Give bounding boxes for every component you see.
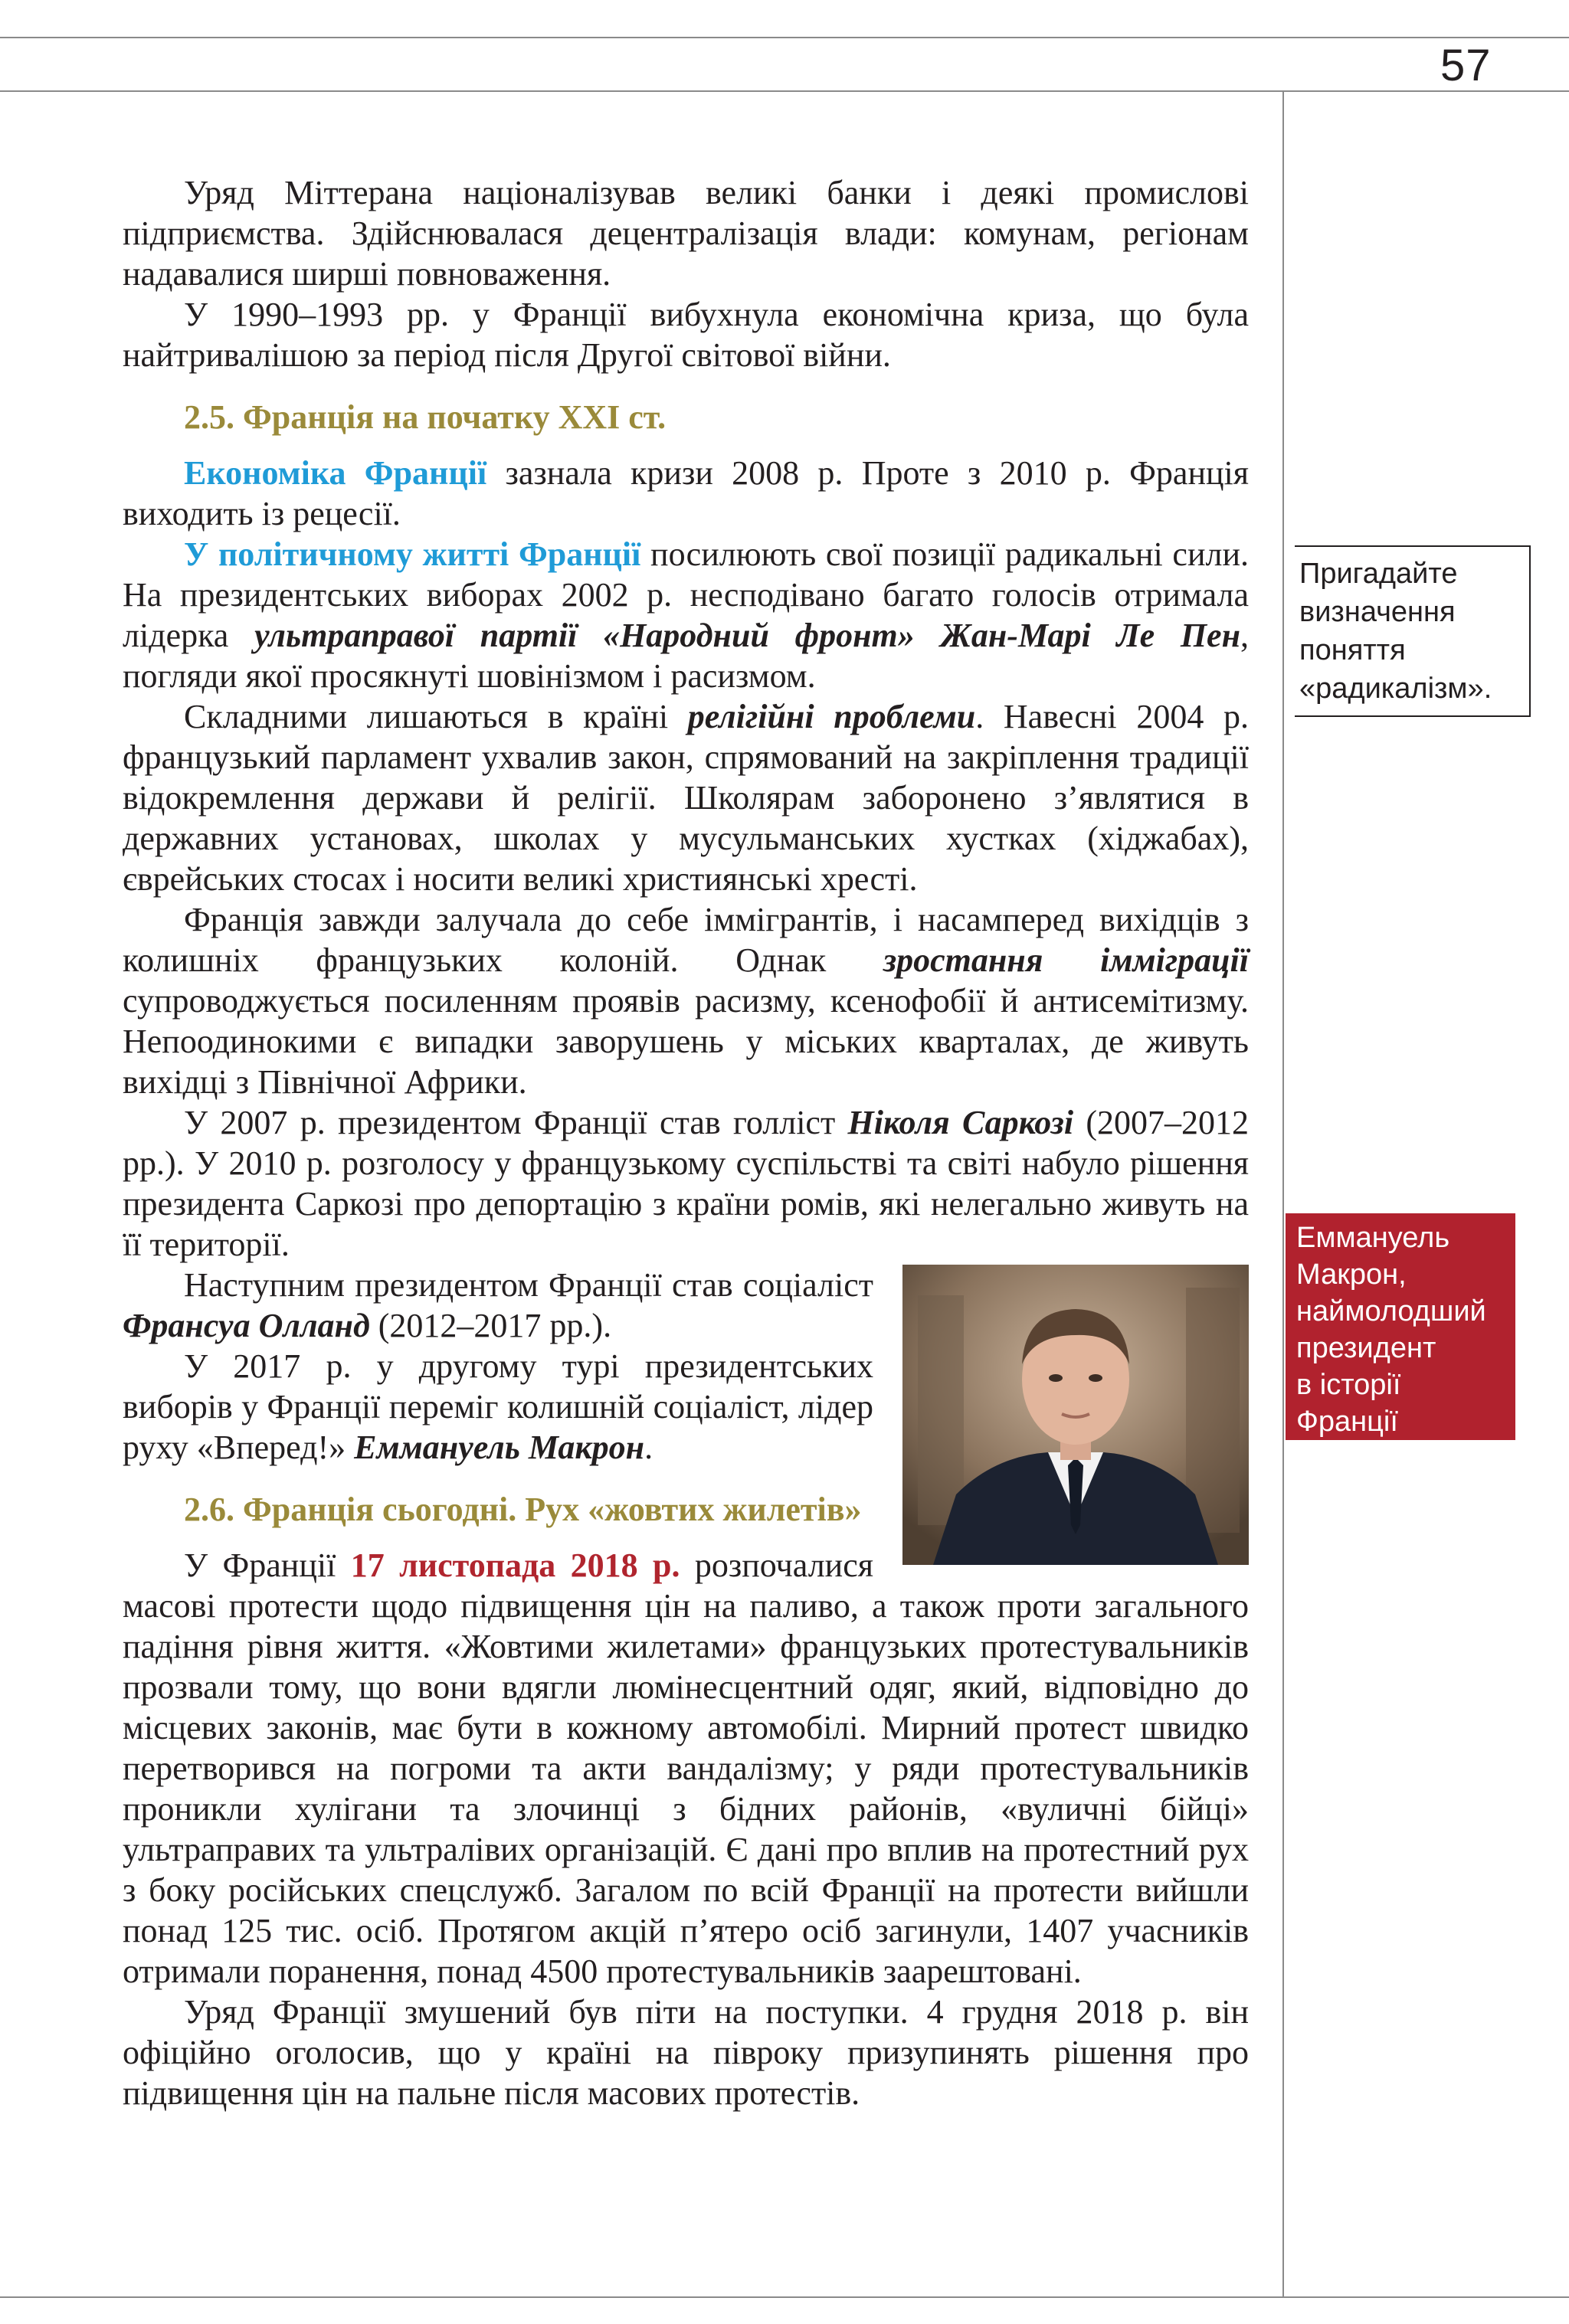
- paragraph-text: У 1990–1993 рр. у Франції вибухнула економічна криза, що була найтривалішою за період після Другої світової війни.: [123, 296, 1249, 374]
- paragraph: [123, 172, 1249, 294]
- caption-line: наймолодший: [1296, 1295, 1486, 1327]
- paragraph-text: Франція завжди залучала до себе іммігрантів, і насамперед вихідців з колишніх французьких колоній. Однак: [123, 901, 1249, 979]
- margin-note-line: поняття: [1299, 634, 1406, 666]
- main-text: [123, 172, 1249, 2113]
- paragraph-text: Складними лишаються в країні: [184, 698, 688, 735]
- emphasis: зростання імміграції: [883, 941, 1249, 979]
- caption-line: Еммануель: [1296, 1222, 1450, 1254]
- macron-photo: [902, 1265, 1249, 1565]
- caption-line: президент: [1296, 1332, 1436, 1364]
- paragraph: [123, 294, 1249, 375]
- paragraph-text: посилюють свої позиції радикальні сили. На президентських виборах 2002 р. несподівано багато голосів отримала лідерка: [123, 535, 1250, 654]
- paragraph: [123, 899, 1249, 1102]
- paragraph-text: У 2007 р. президентом Франції став голліст: [184, 1104, 848, 1141]
- section-heading-2-5: 2.5. Франція на початку XXI ст.: [184, 398, 667, 436]
- caption-line: Франції: [1296, 1406, 1398, 1438]
- caption-line: Макрон,: [1296, 1259, 1407, 1291]
- paragraph-text: .: [644, 1429, 653, 1466]
- caption-line: в історії: [1296, 1369, 1401, 1401]
- emphasis: Еммануель Макрон: [354, 1429, 645, 1466]
- paragraph: [123, 1545, 1249, 1992]
- margin-note-line: визначення: [1299, 596, 1456, 628]
- highlight-term: У політичному житті Франції: [184, 535, 641, 573]
- paragraph-text: (2012–2017 рр.).: [369, 1307, 612, 1344]
- paragraph-text: розпочалися масові протести щодо підвищення цін на паливо, а також проти загального падіння рівня життя. «Жовтими жилетами» французьких протестувальників прозвали тому, що вони вдягли люмінесцентний одяг, який, відповідно до місцевих законів, має бути в кожному автомобілі. Мирний протест швидко перетворився на погроми та акти вандалізму; у ряди протестувальників проникли хулігани та злочинці з бідних районів, «вуличні бійці» ультраправих та ультралівих організацій. Є дані про вплив на протестний рух з боку російських спецслужб. Загалом по всій Франції на протести вийшли понад 125 тис. осіб. Протягом акцій п’ятеро осіб загинули, 1407 учасників отримали поранення, понад 4500 протестувальників заарештовані.: [123, 1547, 1249, 1990]
- header-rule: [0, 90, 1569, 92]
- paragraph: [123, 1102, 1249, 1265]
- paragraph: [123, 696, 1249, 899]
- margin-note: [1295, 545, 1531, 717]
- emphasis: Франсуа Олланд: [123, 1307, 370, 1344]
- paragraph-text: . Навесні 2004 р. французький парламент ухвалив закон, спрямований на закріплення традиції відокремлення держави й релігії. Школярам заборонено з’являтися в державних установах, школах у мусульманських хустках (хіджабах), єврейських стосах і носити великі християнські хресті.: [123, 698, 1249, 898]
- top-rule: [0, 37, 1569, 38]
- highlight-term: Економіка Франції: [184, 454, 487, 492]
- paragraph-text: (2007–2012 рр.). У 2010 р. розголосу у французькому суспільстві та світі набуло рішення президента Саркозі про депортацію з країни ромів, які нелегально живуть на її території.: [123, 1104, 1249, 1263]
- paragraph: [123, 1992, 1249, 2113]
- paragraph-text: Наступним президентом Франції став соціаліст: [184, 1266, 873, 1304]
- emphasis: ультраправої партії «Народний фронт» Жан-Марі Ле Пен: [254, 617, 1241, 654]
- paragraph: [123, 453, 1249, 534]
- page-number: 57: [1440, 41, 1492, 90]
- emphasis: релігійні проблеми: [687, 698, 976, 735]
- paragraph-text: У Франції: [184, 1547, 351, 1584]
- paragraph-text: зазнала кризи 2008 р. Проте з 2010 р. Франція виходить із рецесії.: [123, 454, 1249, 532]
- date-highlight: 17 листопада 2018 р.: [350, 1547, 680, 1584]
- paragraph-text: Уряд Франції змушений був піти на поступки. 4 грудня 2018 р. він офіційно оголосив, що у країні на півроку призупинять рішення про підвищення цін на пальне після масових протестів.: [123, 1993, 1249, 2112]
- paragraph-text: У 2017 р. у другому турі президентських виборів у Франції переміг колишній соціаліст, лідер руху «Вперед!»: [123, 1347, 873, 1466]
- paragraph-text: , погляди якої просякнуті шовінізмом і расизмом.: [123, 617, 1250, 695]
- paragraph-text: Уряд Міттерана націоналізував великі банки і деякі промислові підприємства. Здійснювалася децентралізація влади: комунам, регіонам надавалися ширші повноваження.: [123, 174, 1249, 293]
- portrait-image: [902, 1265, 1249, 1565]
- bottom-rule: [0, 2296, 1569, 2298]
- margin-note-line: Пригадайте: [1299, 558, 1458, 590]
- margin-note-line: «радикалізм».: [1299, 673, 1492, 705]
- paragraph: [123, 534, 1249, 696]
- section-heading-2-6: 2.6. Франція сьогодні. Рух «жовтих жилетів»: [184, 1491, 862, 1528]
- margin-divider: [1282, 90, 1284, 2296]
- emphasis: Ніколя Саркозі: [847, 1104, 1074, 1141]
- paragraph-text: супроводжується посиленням проявів расизму, ксенофобії й антисемітизму. Непоодинокими є випадки заворушень у міських кварталах, де живуть вихідці з Північної Африки.: [123, 982, 1249, 1101]
- photo-caption: [1286, 1213, 1515, 1440]
